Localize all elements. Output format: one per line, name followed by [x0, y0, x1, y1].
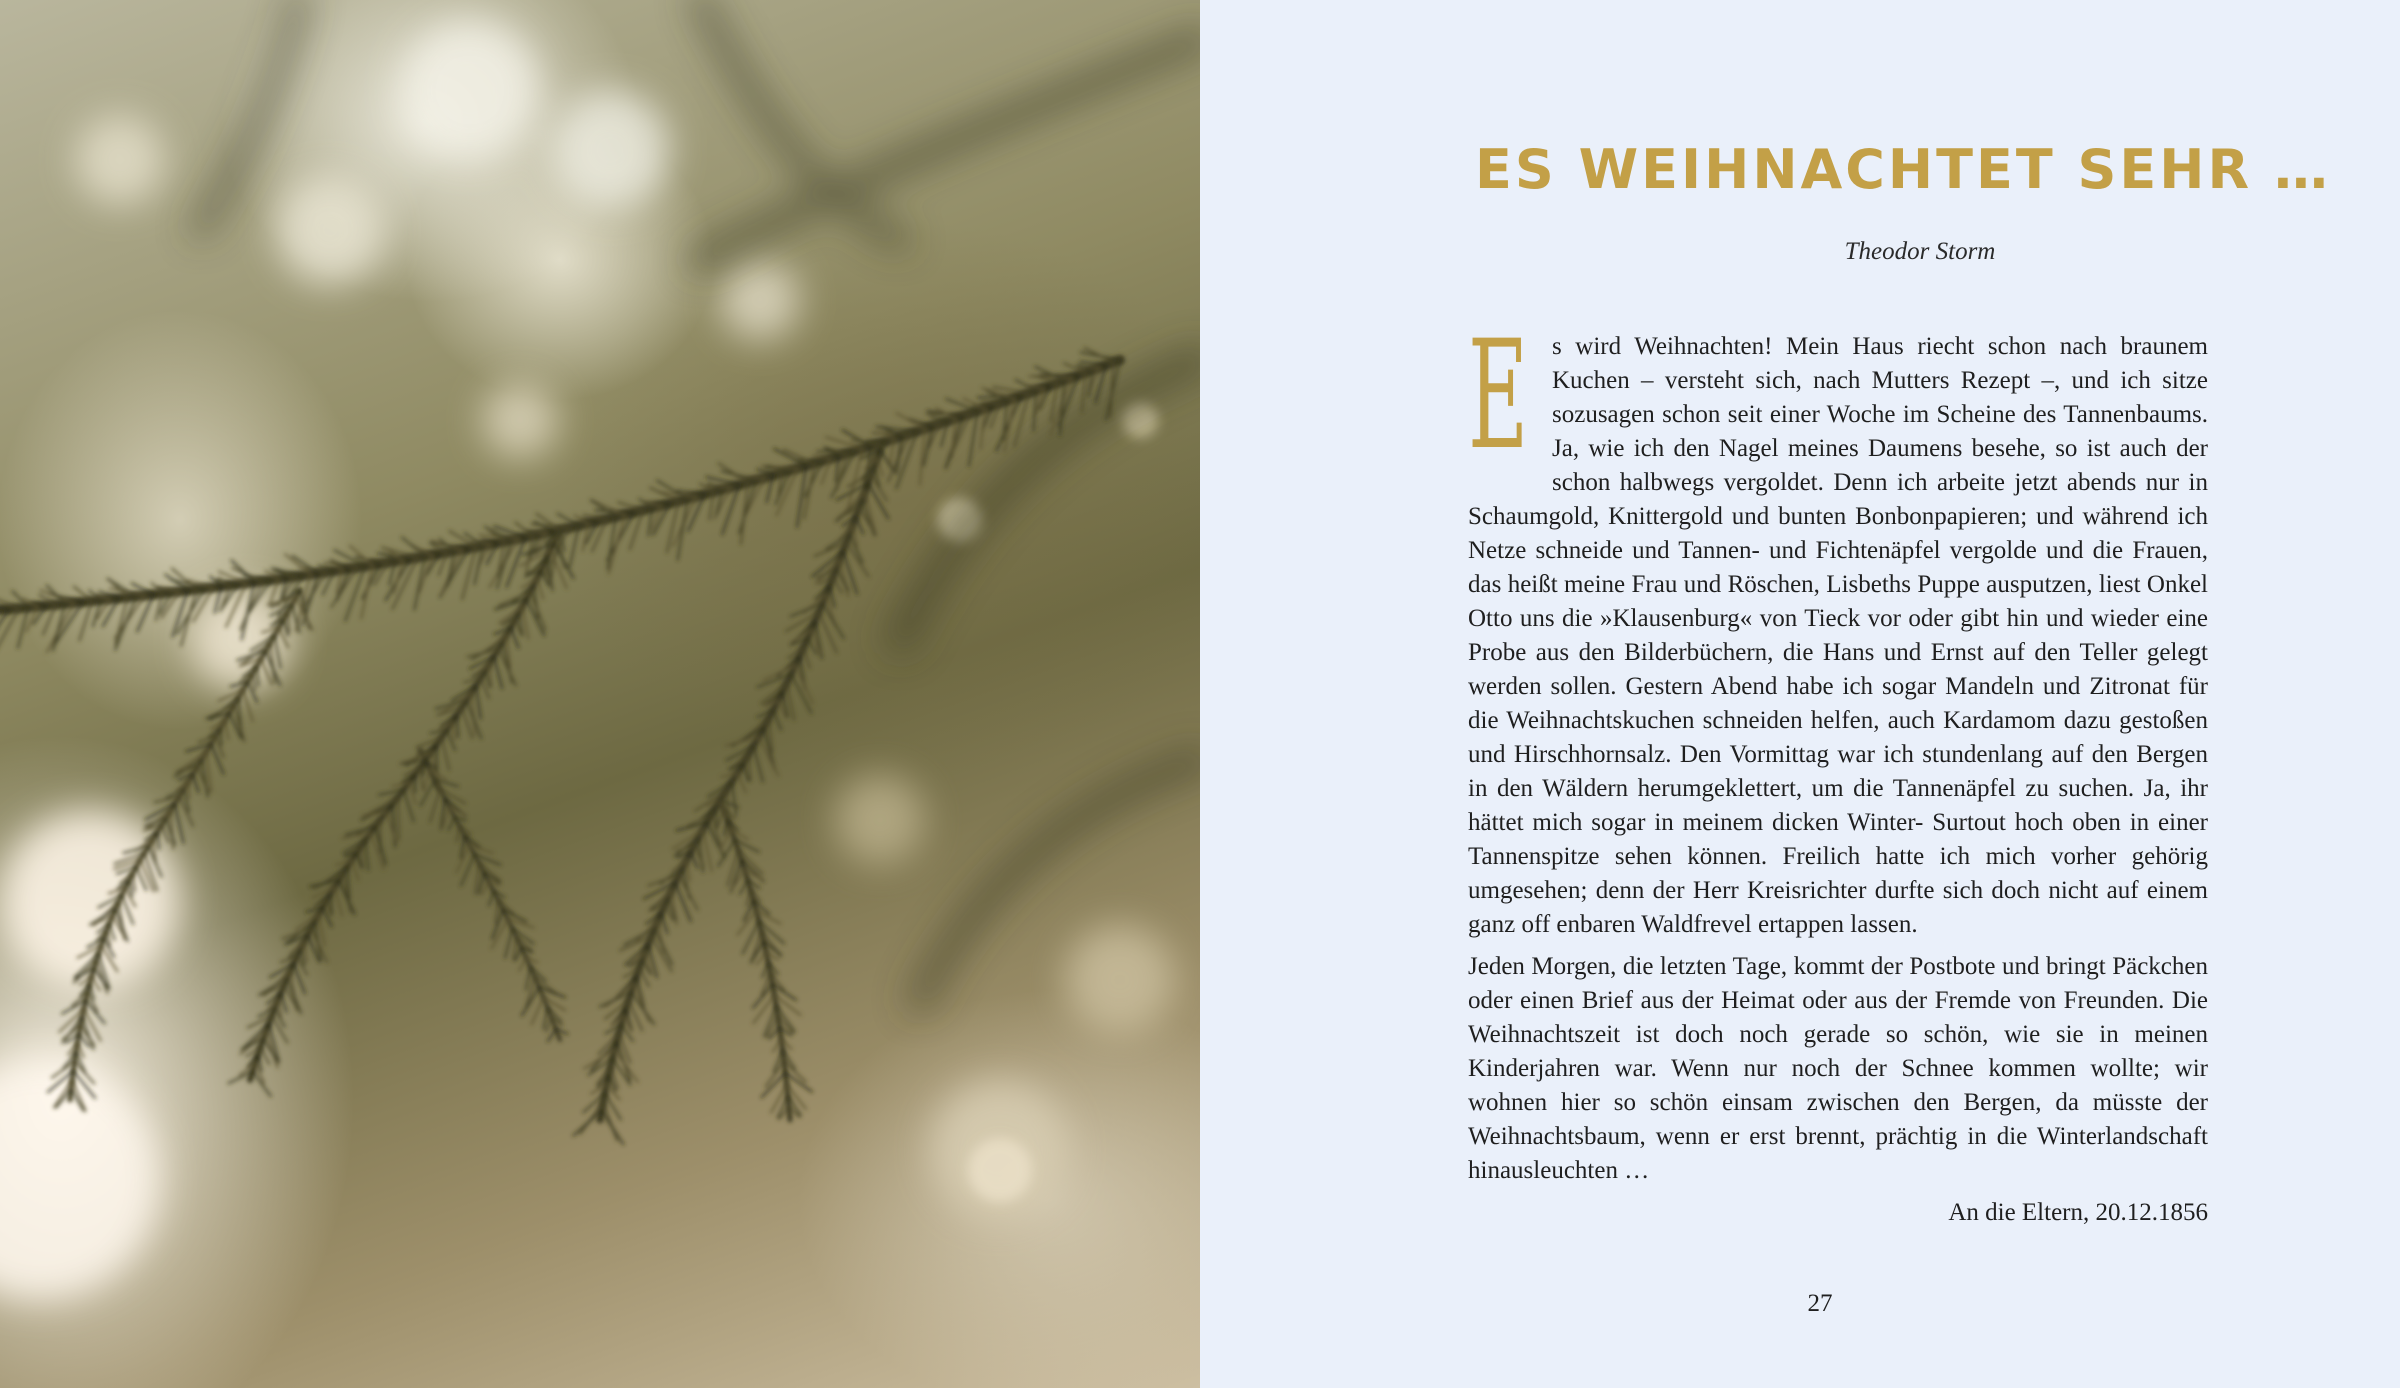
- spruce-needle: [430, 789, 440, 822]
- spruce-needle: [193, 774, 199, 792]
- spruce-needle: [877, 458, 883, 476]
- spruce-needle: [871, 475, 887, 501]
- spruce-needle: [724, 820, 728, 835]
- spruce-needle: [53, 604, 65, 651]
- spruce-needle: [452, 723, 455, 740]
- spruce-needle: [519, 958, 526, 971]
- letter-signoff: An die Eltern, 20.12.1856: [1948, 1199, 2208, 1226]
- spruce-needle: [740, 880, 748, 894]
- spruce-needle: [718, 810, 724, 825]
- spruce-needle: [753, 746, 763, 782]
- spruce-needle: [679, 875, 698, 910]
- spruce-needle: [188, 782, 189, 799]
- spruce-needle: [47, 603, 74, 652]
- drop-cap: E: [1468, 309, 1529, 483]
- text-page: [1200, 0, 2400, 1388]
- spruce-needle: [771, 1085, 787, 1113]
- paragraph-1: s wird Weihnachten! Mein Haus riecht schon nach braunem Kuchen – versteht sich, nach Mutters Rezept –, und ich sitze sozusagen schon seit einer Woche im Scheine des Tannenbaums. Ja, wie ich den Nagel meines Daumens besehe, so ist auch der schon halbwegs vergoldet. Denn ich arbeite jetzt abends nur in Schaumgold, Knittergold und bunten Bonbonpapieren; und während ich Netze schneide und Tannen- und Fichtenäpfel vergolde und die Frauen, das heißt meine Frau und Röschen, Lisbeths Puppe ausputzen, liest Onkel Otto uns die »Klausenburg« von Tieck vor oder gibt hin und wieder eine Probe aus den Bilderbüchern, die Hans und Ernst auf den Teller gelegt werden sollen. Gestern Abend habe ich sogar Mandeln und Zitronat für die Weihnachtskuchen schneiden helfen, auch Kardamom dazu gestoßen und Hirschhornsalz. Den Vormittag war ich stundenlang auf den Bergen in den Wäldern herumgeklettert, um die Tannenäpfel zu suchen. Ja, ihr hättet mich sogar in meinem dicken Winter- Surtout hoch oben in einer Tannenspitze sehen können. Freilich hatte ich mich vorher gehörig umgesehen; denn der Herr Kreisrichter durfte sich doch nicht auf einem ganz off enbaren Waldfrevel ertappen lassen.: [1468, 333, 2208, 938]
- spruce-needle: [872, 433, 909, 434]
- spruce-needle: [743, 764, 749, 781]
- spruce-needle: [690, 853, 697, 868]
- spruce-needle: [748, 755, 750, 780]
- spruce-needle: [448, 817, 455, 830]
- spruce-needle: [211, 744, 224, 774]
- spruce-needle: [489, 891, 494, 905]
- spruce-needle: [424, 770, 430, 791]
- spruce-needle: [573, 1111, 601, 1136]
- spruce-needle: [495, 901, 498, 924]
- spruce-needle: [773, 710, 781, 730]
- spruce-needle: [272, 1016, 288, 1043]
- spruce-needle: [833, 577, 842, 593]
- spruce-needle: [457, 827, 460, 842]
- spruce-needle: [494, 657, 502, 689]
- spruce-needle: [161, 826, 168, 843]
- spruce-needle: [744, 901, 754, 921]
- spruce-needle: [319, 915, 325, 946]
- spruce-needle: [546, 1018, 552, 1031]
- author-name: Theodor Storm: [1844, 238, 1996, 265]
- spruce-needle: [260, 1047, 269, 1064]
- chapter-title: ES WEIHNACHTET SEHR …: [1475, 138, 2331, 201]
- spruce-needle: [18, 607, 28, 648]
- spruce-needle: [639, 968, 649, 986]
- spruce-needle: [398, 798, 399, 840]
- spruce-needle: [334, 887, 342, 916]
- spruce-needle: [365, 840, 368, 870]
- spruce-needle: [1085, 348, 1114, 363]
- spruce-needle: [415, 775, 416, 792]
- spruce-needle: [457, 715, 459, 737]
- spruce-needle: [661, 914, 668, 934]
- spruce-needle: [732, 782, 737, 815]
- spruce-needle: [386, 813, 397, 843]
- spruce-needle: [0, 608, 19, 655]
- spruce-needle: [803, 648, 809, 668]
- spruce-needle: [920, 429, 925, 485]
- spruce-needle: [867, 441, 886, 442]
- spruce-needle: [1040, 375, 1078, 376]
- spruce-needle: [511, 628, 519, 648]
- spruce-needle: [753, 984, 773, 1008]
- spruce-needle: [969, 411, 978, 466]
- spruce-needle: [175, 804, 184, 843]
- spruce-needle: [718, 463, 747, 482]
- spruce-needle: [856, 517, 864, 534]
- spruce-needle: [602, 1111, 624, 1144]
- spruce-needle: [822, 604, 844, 639]
- spruce-needle: [737, 773, 746, 793]
- spruce-needle: [896, 413, 924, 429]
- spruce-needle: [523, 606, 529, 639]
- spruce-needle: [281, 993, 287, 1011]
- spruce-needle: [537, 578, 543, 599]
- spruce-needle: [352, 860, 359, 880]
- spruce-needle: [515, 948, 522, 961]
- spruce-needle: [84, 1009, 101, 1041]
- spruce-needle: [532, 998, 544, 1025]
- spruce-needle: [757, 953, 767, 965]
- spruce-needle: [982, 403, 1000, 404]
- spruce-needle: [442, 738, 450, 770]
- spruce-needle: [603, 1102, 617, 1140]
- spruce-needle: [215, 736, 223, 757]
- spruce-needle: [746, 891, 751, 906]
- spruce-needle: [476, 686, 481, 719]
- paragraph-2: Jeden Morgen, die letzten Tage, kommt der Postbote und bringt Päckchen oder einen Brief aus der Heimat oder aus der Fremde von Freunden. Die Weihnachtszeit ist doch noch gerade so schön, wie sie in meinen Kinderjahren war. Wenn nur noch der Schnee kommen wollte; wir wohnen hier so schön einsam zwischen den Bergen, da müsste der Weihnachtsbaum, wenn er erst brennt, prächtig in die Winterlandschaft hinausleuchten …: [1468, 953, 2208, 1184]
- spruce-needle: [678, 499, 688, 560]
- spruce-needle: [526, 967, 531, 989]
- spruce-needle: [657, 481, 687, 499]
- article-body: [1468, 309, 2208, 1230]
- spruce-needle: [829, 586, 834, 607]
- spruce-needle: [243, 690, 253, 721]
- page-number: 27: [1807, 1290, 1833, 1317]
- spruce-needle: [544, 1008, 548, 1029]
- spruce-needle: [225, 721, 229, 740]
- spruce-needle: [482, 882, 489, 895]
- spruce-needle: [548, 1029, 556, 1041]
- spruce-needle: [505, 929, 513, 958]
